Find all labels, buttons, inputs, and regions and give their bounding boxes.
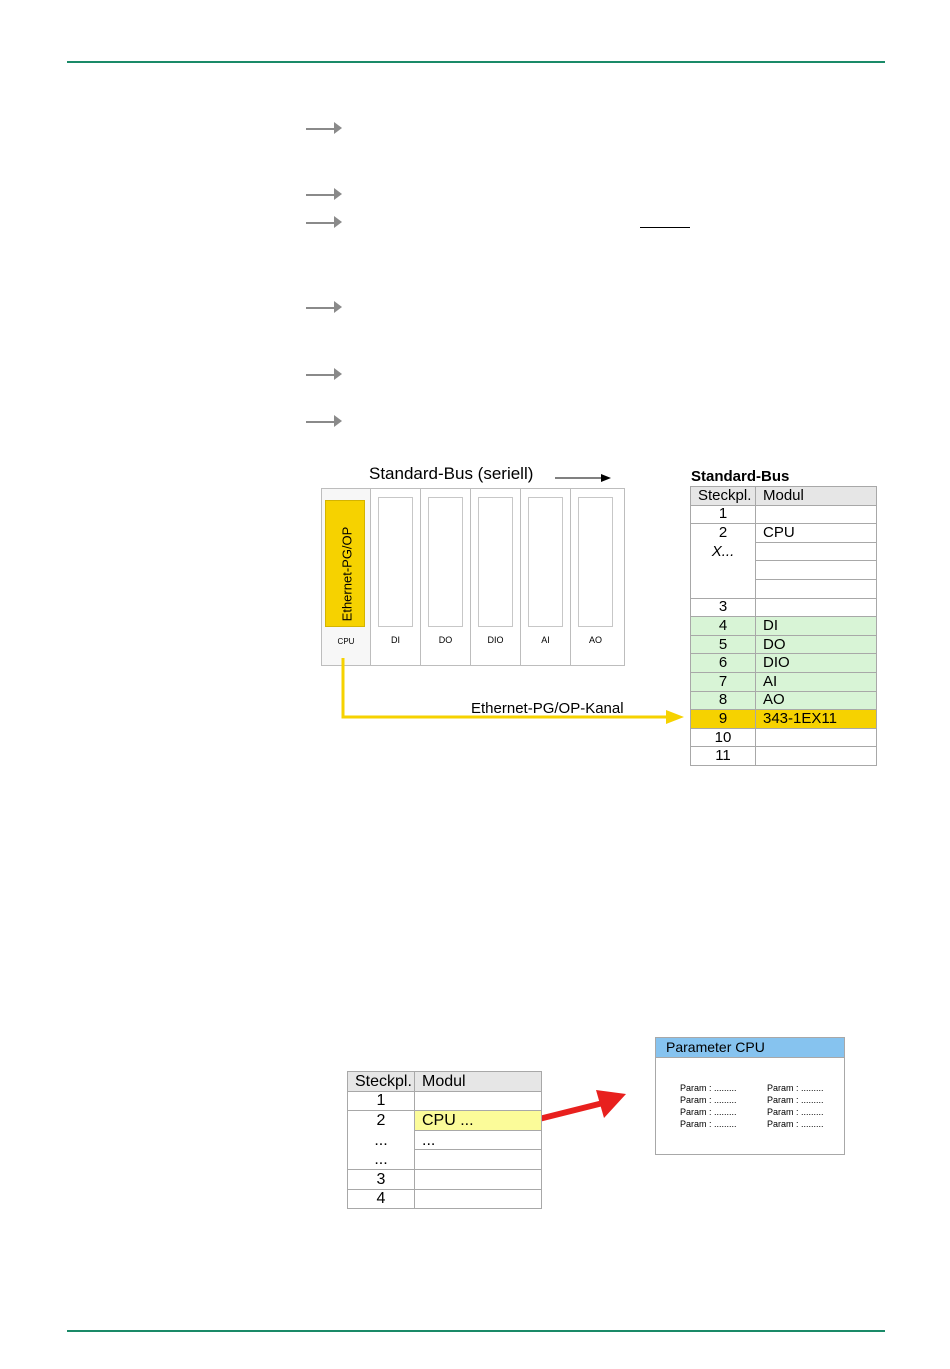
step-arrow-icon [306,414,342,428]
module-cell [756,561,877,580]
table-row[interactable] [691,728,877,747]
red-arrow-shaft [535,1103,603,1120]
module-cell [756,505,877,524]
slot-cell: 5 [691,635,756,654]
table-row [691,579,877,598]
column-header: Modul [415,1072,542,1092]
column-header: Steckpl. [348,1072,415,1092]
param-line: Param : ......... [767,1095,824,1105]
table-row[interactable] [691,672,877,691]
module-label: DI [391,635,400,645]
underline-mark [640,227,690,228]
table-row[interactable] [691,654,877,673]
footer-rule [67,1330,885,1332]
table-row[interactable] [348,1169,542,1189]
module-cell [756,747,877,766]
step-arrow-icon [306,187,342,201]
header-rule [67,61,885,63]
slot-cell: 7 [691,672,756,691]
table-row[interactable] [348,1111,542,1131]
slot-cell: 3 [348,1169,415,1189]
column-header: Modul [756,487,877,506]
table-row[interactable] [348,1130,542,1150]
module-cell [756,728,877,747]
rack-module [471,489,521,665]
module-cell: ... [415,1130,542,1150]
table-row [691,561,877,580]
slot-cell: 4 [348,1189,415,1209]
column-header: Steckpl. [691,487,756,506]
table-row[interactable] [691,505,877,524]
module-cell [756,598,877,617]
red-arrow-icon [596,1090,626,1118]
module-label: DO [438,635,453,645]
rack-module [421,489,471,665]
module-cell: 343-1EX11 [756,710,877,729]
table-row[interactable] [691,542,877,561]
param-line: Param : ......... [680,1119,737,1129]
slot-cell: 4 [691,617,756,636]
module-label: DIO [487,635,504,645]
param-line: Param : ......... [767,1083,824,1093]
module-cell: CPU [756,524,877,543]
bus-direction-arrow-icon [555,472,611,484]
step-arrow-icon [306,121,342,135]
cpu-slot-table [347,1071,542,1209]
param-line: Param : ......... [680,1083,737,1093]
step-arrow-icon [306,300,342,314]
module-cell: AI [756,672,877,691]
table-row[interactable] [691,691,877,710]
slot-cell [691,561,756,580]
module-cell [415,1091,542,1111]
ethernet-interface-label: Ethernet-PG/OP [339,526,355,622]
module-rack [321,488,625,666]
table-header-row [691,487,877,506]
parameter-cpu-dialog [655,1037,845,1155]
channel-arrow-icon [666,710,684,724]
slot-cell: 2 [691,524,756,543]
table-row[interactable] [691,598,877,617]
module-cell: DIO [756,654,877,673]
module-cell: DO [756,635,877,654]
channel-label: Ethernet-PG/OP-Kanal [471,700,624,717]
rack-module [371,489,421,665]
module-cell [415,1150,542,1170]
cpu-module [322,489,371,665]
slot-cell: 1 [348,1091,415,1111]
step-arrow-icon [306,215,342,229]
slot-cell: 10 [691,728,756,747]
module-cell: DI [756,617,877,636]
table-row[interactable] [691,747,877,766]
rack-module [571,489,620,665]
slot-cell [691,579,756,598]
param-line: Param : ......... [767,1107,824,1117]
module-cell [415,1189,542,1209]
param-column [680,1082,737,1130]
module-label: AO [588,635,602,645]
table-header-row [348,1072,542,1092]
rack-module [521,489,571,665]
table-row[interactable] [348,1091,542,1111]
param-line: Param : ......... [680,1107,737,1117]
slot-cell: 8 [691,691,756,710]
module-cell [415,1169,542,1189]
slot-cell: 9 [691,710,756,729]
table-row[interactable] [691,635,877,654]
module-cell [756,579,877,598]
bus-title: Standard-Bus (seriell) [369,464,534,483]
step-arrow-icon [306,367,342,381]
module-cell: AO [756,691,877,710]
cpu-label: CPU [337,637,355,646]
cpu-module-cell[interactable]: CPU ... [415,1111,542,1131]
slot-cell: ... [348,1150,415,1170]
hw-config-table [690,486,877,766]
module-label: AI [541,635,550,645]
slot-cell: X... [691,542,756,561]
slot-cell: 2 [348,1111,415,1131]
slot-cell: 6 [691,654,756,673]
module-cell [756,542,877,561]
slot-cell: ... [348,1130,415,1150]
param-line: Param : ......... [767,1119,824,1129]
slot-cell: 3 [691,598,756,617]
table-row[interactable] [691,617,877,636]
table-row[interactable] [348,1189,542,1209]
hw-table-title: Standard-Bus [691,468,790,485]
slot-cell: 11 [691,747,756,766]
table-row[interactable] [691,524,877,543]
param-line: Param : ......... [680,1095,737,1105]
slot-cell: 1 [691,505,756,524]
ethernet-interface [325,500,365,627]
table-row-highlighted[interactable] [691,710,877,729]
table-row[interactable] [348,1150,542,1170]
dialog-title: Parameter CPU [656,1038,844,1058]
param-column [767,1082,824,1130]
